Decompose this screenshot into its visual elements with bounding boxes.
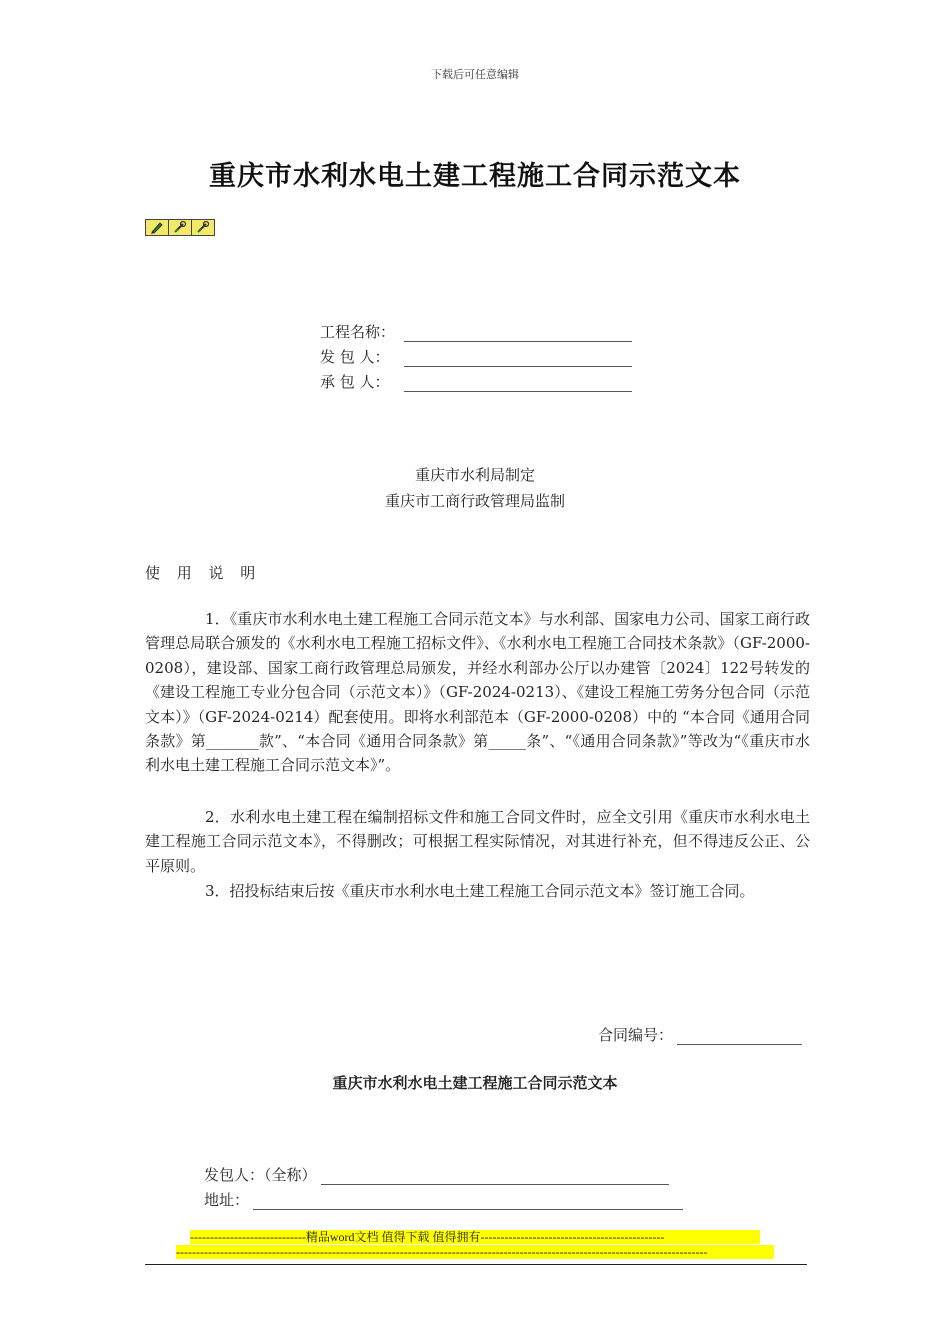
contract-number-label: 合同编号： [598,1026,674,1044]
issuer-line-2: 重庆市工商行政管理局监制 [384,492,565,510]
pen-icon[interactable] [145,219,169,236]
usage-paragraph-2: 2．水利水电土建工程在编制招标文件和施工合同文件时，应全文引用《重庆市水利水电土建工程施工合同示范文本》，不得删改；可根据工程实际情况，对其进行补充，但不得违反公正、公平原则。 [145,808,810,875]
toolbar [145,219,214,236]
contract-number-field [598,1024,802,1045]
page-title: 重庆市水利水电土建工程施工合同示范文本 [209,161,741,192]
employer-label: 发 包 人： [320,348,390,366]
employer-field [320,343,632,367]
footer-banner-line-1: -----------------------------精品word文档 值得下载 值得拥有---------------------------------------------- [190,1230,760,1244]
footer-banner-line-2: ------------------------------------------------------------------------------------------------------------------------------------- [176,1245,774,1259]
employer-fullname-line[interactable] [321,1170,669,1185]
employer-line[interactable] [404,352,632,367]
tool-icon[interactable] [191,219,215,236]
project-name-line[interactable] [404,327,632,342]
usage-title: 使 用 说 明 [145,564,262,582]
contractor-label: 承 包 人： [320,373,390,391]
tool-icon[interactable] [168,219,192,236]
contract-subtitle: 重庆市水利水电土建工程施工合同示范文本 [332,1074,618,1092]
header-note: 下载后可任意编辑 [431,68,519,81]
contractor-line[interactable] [404,377,632,392]
project-name-field [320,318,632,342]
address-field [204,1189,683,1210]
address-label: 地址： [204,1191,250,1209]
issuer-line-1: 重庆市水利局制定 [414,466,535,484]
employer-fullname-label: 发包人：（全称） [204,1166,317,1184]
usage-paragraph-1: 1．《重庆市水利水电土建工程施工合同示范文本》与水利部、国家电力公司、国家工商行政管理总局联合颁发的《水利水电工程施工招标文件》、《水利水电工程施工合同技术条款》（GF-2000-0208），建设部、国家工商行政管理总局颁发，并经水利部办公厅以办建管〔2024〕122号转发的《建设工程施工专业分包合同（示范文本）》（GF-2024-0213）、《建设工程施工劳务分包合同（示范文本）》（GF-2024-0214）配套使用。即将水利部范本（GF-2000-0208）中的 “本合同《通用合同条款》第_______款”、“本合同《通用合同条款》第_____条”、“《通用合同条款》”等改为“《重庆市水利水电土建工程施工合同示范文本》”。 [145,610,810,775]
contractor-field [320,368,632,392]
contract-number-line[interactable] [677,1030,802,1045]
address-line[interactable] [253,1195,683,1210]
bottom-divider [145,1264,807,1265]
project-name-label: 工程名称： [320,323,396,341]
usage-paragraph-3: 3．招投标结束后按《重庆市水利水电土建工程施工合同示范文本》签订施工合同。 [205,882,755,900]
employer-fullname-field [204,1164,669,1185]
